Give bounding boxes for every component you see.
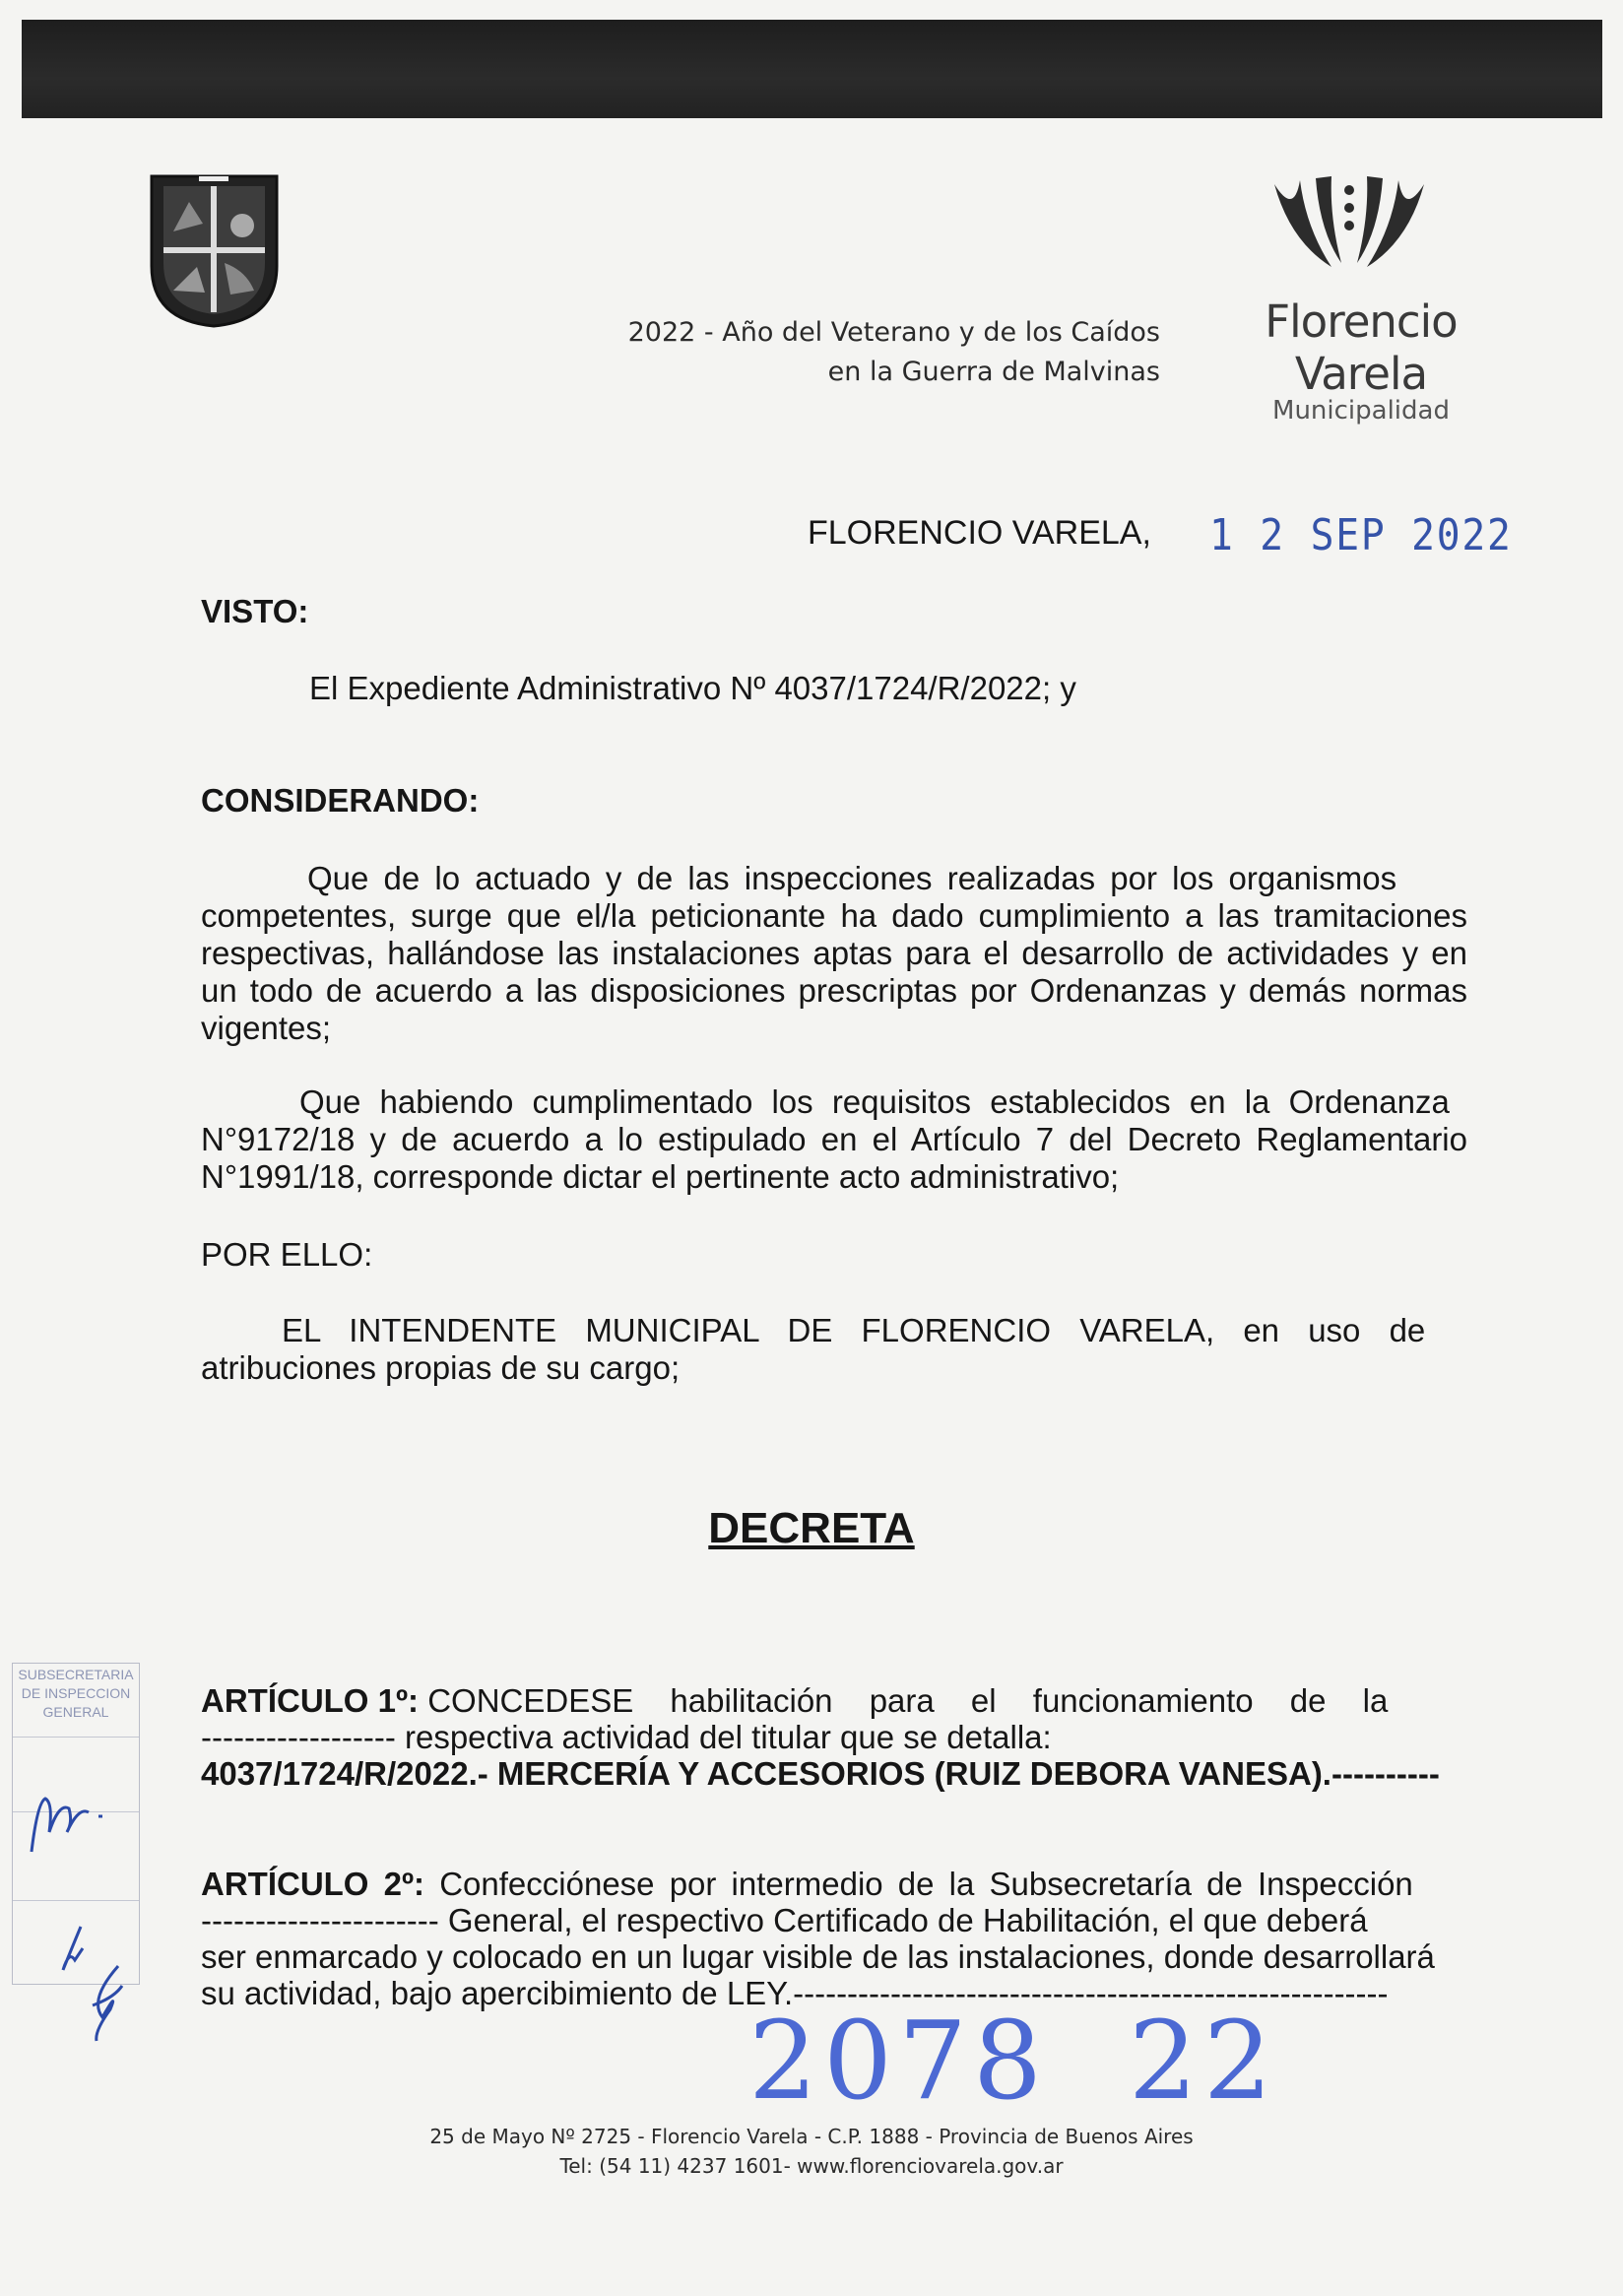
articulo-2 — [201, 1866, 1413, 1903]
intendente-cont: atribuciones propias de su cargo; — [201, 1349, 681, 1386]
footer — [0, 2122, 1623, 2181]
articulo-2-second: ---------------------- General, el respectivo Certificado de Habilitación, el que deberá — [201, 1902, 1368, 1938]
articulo-2-third: ser enmarcado y colocado en un lugar visible de las instalaciones, donde desarrollará — [201, 1938, 1435, 1975]
por-ello: POR ELLO: — [201, 1236, 373, 1273]
motto-line-2: en la Guerra de Malvinas — [827, 357, 1160, 387]
side-stamp-line-2: DE INSPECCION — [21, 1685, 131, 1701]
intendente-line: EL INTENDENTE MUNICIPAL DE FLORENCIO VARELA, en uso de — [282, 1312, 1426, 1348]
place-label: FLORENCIO VARELA, — [808, 514, 1151, 552]
articulo-1-first: CONCEDESE habilitación para el funcionamiento de la — [427, 1682, 1389, 1719]
brand-block — [1194, 295, 1528, 426]
articulo-1-detail: 4037/1724/R/2022.- MERCERÍA Y ACCESORIOS (RUIZ DEBORA VANESA).---------- — [201, 1755, 1440, 1792]
footer-address: 25 de Mayo Nº 2725 - Florencio Varela - C.P. 1888 - Provincia de Buenos Aires — [429, 2125, 1194, 2148]
articulo-2-label: ARTÍCULO 2º: — [201, 1866, 425, 1902]
considerando-paragraph-2-first-line: Que habiendo cumplimentado los requisitos establecidos en la Ordenanza — [299, 1083, 1450, 1120]
brand-name: Florencio Varela — [1265, 295, 1458, 400]
articulo-1-label: ARTÍCULO 1º: — [201, 1682, 420, 1719]
year-motto — [552, 313, 1160, 392]
articulo-2-first: Confecciónese por intermedio de la Subsecretaría de Inspección — [439, 1866, 1413, 1902]
date-stamp: 1 2 SEP 2022 — [1209, 510, 1513, 560]
considerando-paragraph-1: competentes, surge que el/la peticionante ha dado cumplimiento a las tramitaciones respectivas, hallándose las instalaciones aptas para el desarrollo de actividades y en un todo de acuerdo a las disposiciones prescriptas por Ordenanzas y demás normas vigentes; — [201, 897, 1467, 1046]
municipal-crest-icon — [148, 172, 281, 330]
decreta-heading: DECRETA — [708, 1504, 915, 1552]
visto-text: El Expediente Administrativo Nº 4037/1724/R/2022; y — [309, 670, 1076, 706]
redaction-bar — [22, 20, 1602, 118]
visto-heading: VISTO: — [201, 593, 309, 629]
articulo-1-second: ------------------ respectiva actividad del titular que se detalla: — [201, 1719, 1052, 1755]
considerando-paragraph-2: N°9172/18 y de acuerdo a lo estipulado en el Artículo 7 del Decreto Reglamentario N°1991/18, corresponde dictar el pertinente acto administrativo; — [201, 1121, 1467, 1195]
articulo-2-fourth: su actividad, bajo apercibimiento de LEY.------------------------------------------------------- — [201, 1975, 1389, 2011]
side-stamp-line-3: GENERAL — [42, 1704, 109, 1720]
side-stamp-divider — [13, 1737, 139, 1738]
considerando-heading: CONSIDERANDO: — [201, 782, 480, 819]
side-stamp-line-1: SUBSECRETARIA — [18, 1667, 134, 1682]
motto-line-1: 2022 - Año del Veterano y de los Caídos — [627, 317, 1160, 348]
decree-number-stamp: 2078 22 — [748, 1998, 1278, 2124]
brand-subtitle: Municipalidad — [1272, 396, 1450, 426]
footer-contact: Tel: (54 11) 4237 1601- www.florenciovarela.gov.ar — [559, 2154, 1064, 2178]
florencio-varela-logo-icon — [1270, 172, 1428, 281]
articulo-1 — [201, 1682, 1471, 1720]
handwritten-initials-icon — [20, 1773, 128, 2049]
considerando-paragraph-1-first-line: Que de lo actuado y de las inspecciones realizadas por los organismos — [307, 860, 1397, 896]
